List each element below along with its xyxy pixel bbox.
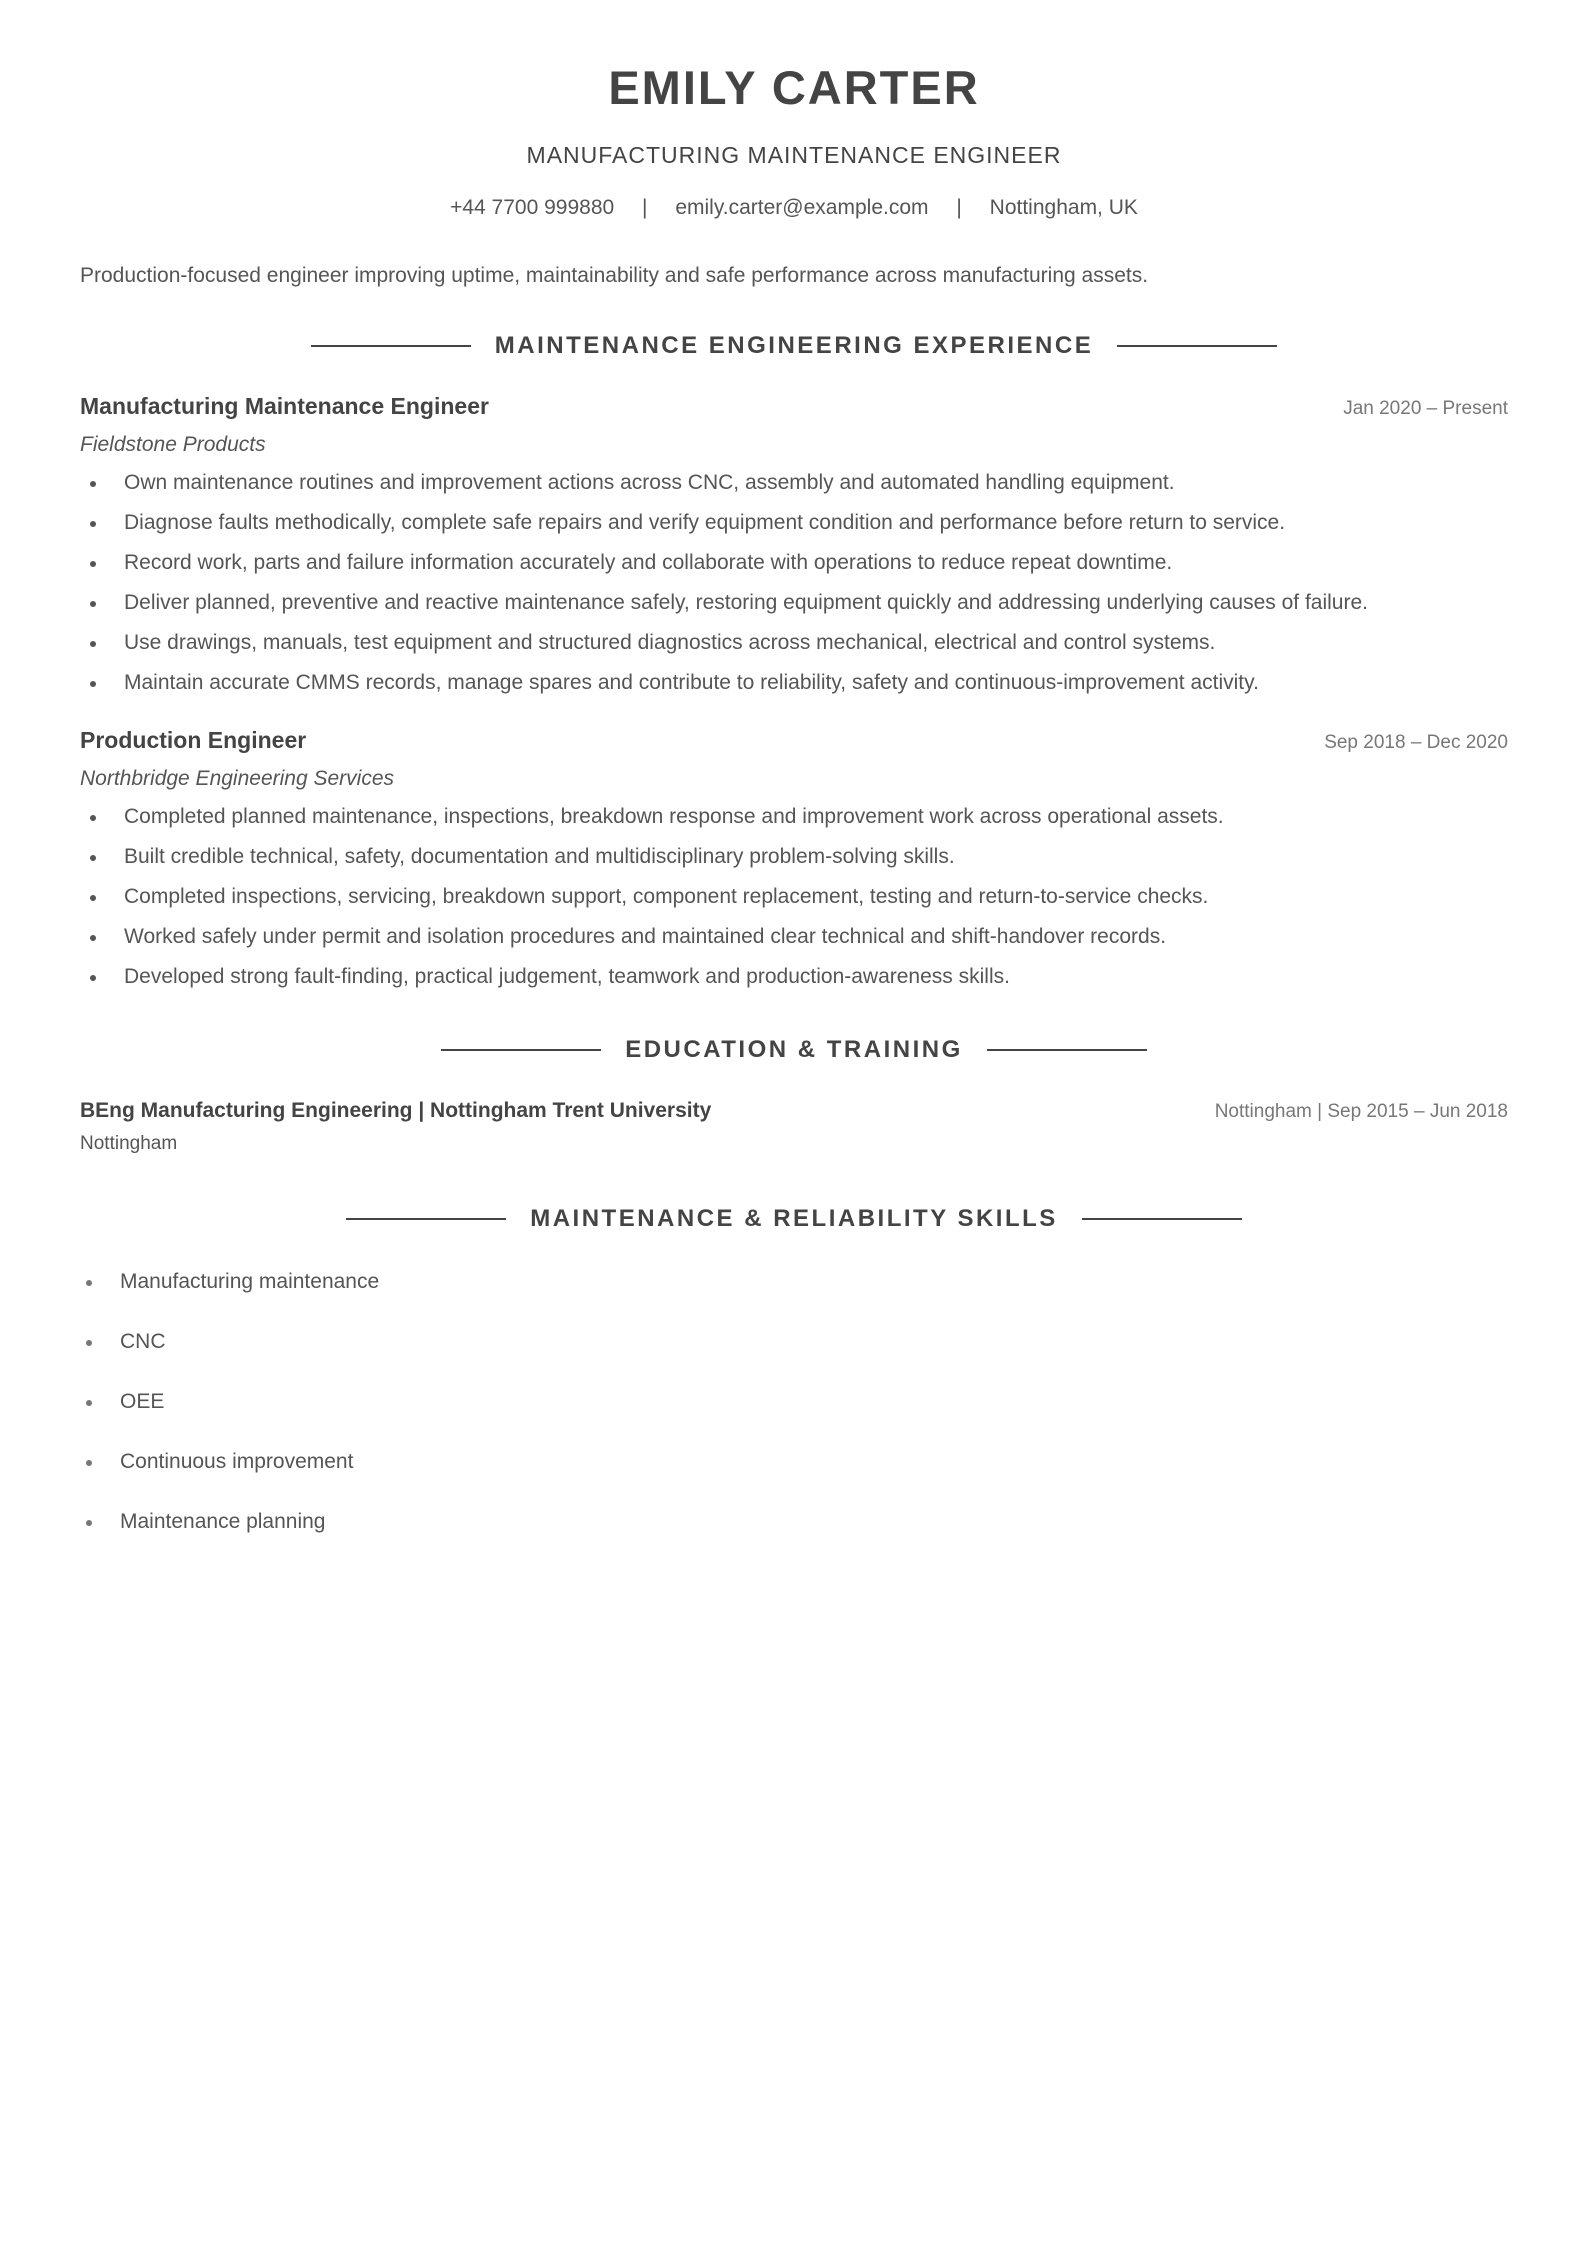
heading-rule-right: [1117, 345, 1277, 347]
candidate-role: MANUFACTURING MAINTENANCE ENGINEER: [526, 142, 1062, 168]
education-meta: Nottingham | Sep 2015 – Jun 2018: [1214, 1101, 1508, 1122]
section-heading-text: MAINTENANCE ENGINEERING EXPERIENCE: [494, 332, 1094, 359]
heading-rule-left: [311, 345, 471, 347]
job-title: Manufacturing Maintenance Engineer: [80, 393, 489, 419]
job-dates: Sep 2018 – Dec 2020: [1324, 732, 1508, 753]
education-degree: BEng Manufacturing Engineering | Nottingham Trent University: [80, 1099, 712, 1122]
list-item: Use drawings, manuals, test equipment and structured diagnostics across mechanical, electrical and control systems.: [80, 629, 1508, 657]
list-item: Maintenance planning: [80, 1508, 1508, 1536]
job-dates: Jan 2020 – Present: [1343, 398, 1508, 419]
section-heading-experience: [80, 331, 1508, 361]
list-item: CNC: [80, 1328, 1508, 1356]
job-bullets: [80, 469, 1508, 697]
job-bullets: [80, 803, 1508, 991]
education-header: [80, 1097, 1508, 1125]
candidate-name: EMILY CARTER: [608, 61, 980, 114]
heading-rule-right: [1082, 1218, 1242, 1220]
contact-separator: |: [956, 196, 962, 219]
list-item: Maintain accurate CMMS records, manage spares and contribute to reliability, safety and continuous-improvement activity.: [80, 669, 1508, 697]
skills-list: [80, 1268, 1508, 1536]
contact-location: Nottingham, UK: [989, 196, 1138, 219]
job-title: Production Engineer: [80, 727, 307, 753]
profile-summary: Production-focused engineer improving uptime, maintainability and safe performance across manufacturing assets.: [80, 264, 1149, 287]
list-item: Continuous improvement: [80, 1448, 1508, 1476]
job-entry: [80, 391, 1508, 697]
list-item: Developed strong fault-finding, practical judgement, teamwork and production-awareness skills.: [80, 963, 1508, 991]
list-item: OEE: [80, 1388, 1508, 1416]
job-company: Northbridge Engineering Services: [80, 767, 395, 790]
list-item: Manufacturing maintenance: [80, 1268, 1508, 1296]
list-item: Worked safely under permit and isolation procedures and maintained clear technical and shift-handover records.: [80, 923, 1508, 951]
list-item: Completed planned maintenance, inspections, breakdown response and improvement work across operational assets.: [80, 803, 1508, 831]
heading-rule-left: [346, 1218, 506, 1220]
list-item: Diagnose faults methodically, complete safe repairs and verify equipment condition and performance before return to service.: [80, 509, 1508, 537]
contact-line: [80, 194, 1508, 222]
section-heading-text: EDUCATION & TRAINING: [625, 1036, 963, 1063]
section-heading-text: MAINTENANCE & RELIABILITY SKILLS: [530, 1205, 1058, 1232]
section-heading-education: [80, 1035, 1508, 1065]
education-entry: [80, 1097, 1508, 1157]
job-header: [80, 725, 1508, 756]
list-item: Built credible technical, safety, documentation and multidisciplinary problem-solving skills.: [80, 843, 1508, 871]
section-heading-skills: [80, 1204, 1508, 1234]
list-item: Own maintenance routines and improvement actions across CNC, assembly and automated handling equipment.: [80, 469, 1508, 497]
list-item: Deliver planned, preventive and reactive maintenance safely, restoring equipment quickly and addressing underlying causes of failure.: [80, 589, 1508, 617]
heading-rule-left: [441, 1049, 601, 1051]
list-item: Completed inspections, servicing, breakdown support, component replacement, testing and return-to-service checks.: [80, 883, 1508, 911]
contact-email: emily.carter@example.com: [675, 196, 929, 219]
job-header: [80, 391, 1508, 422]
heading-rule-right: [987, 1049, 1147, 1051]
job-company: Fieldstone Products: [80, 433, 266, 456]
education-city: Nottingham: [80, 1133, 178, 1154]
contact-phone: +44 7700 999880: [450, 196, 615, 219]
list-item: Record work, parts and failure information accurately and collaborate with operations to reduce repeat downtime.: [80, 549, 1508, 577]
contact-separator: |: [642, 196, 648, 219]
job-entry: [80, 725, 1508, 991]
